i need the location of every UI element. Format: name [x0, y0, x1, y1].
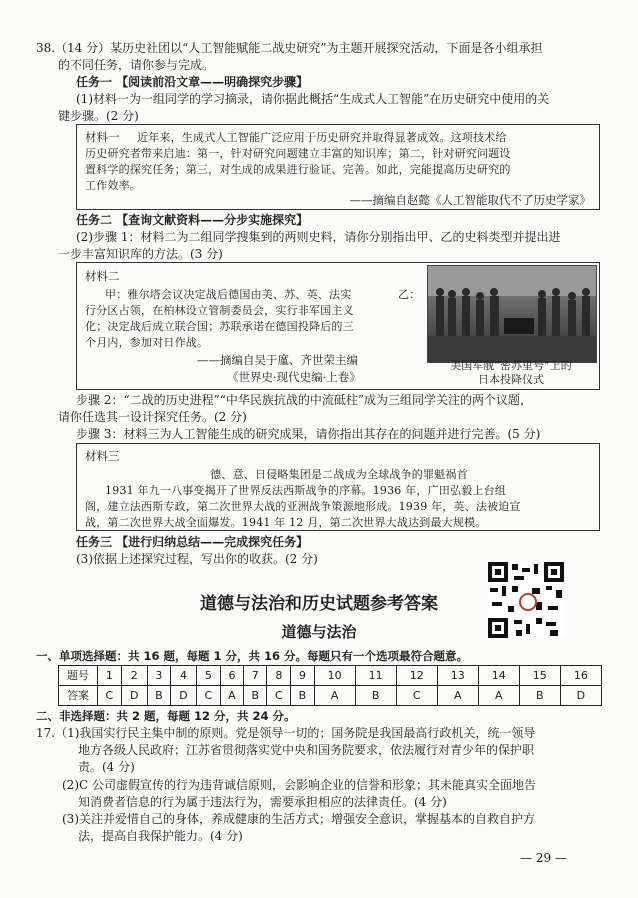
answer-table-number-row — [59, 666, 602, 686]
material2-line4: 个月内，参加对日作战。 — [85, 336, 209, 349]
page-number: — 29 — — [520, 851, 567, 865]
material1-line1: 近年来，生成式人工智能广泛应用于历史研究并取得显著成效。这项技术给 — [137, 131, 507, 144]
task1-question-cont: 键步骤。(2 分) — [58, 109, 139, 123]
material2-label: 材料二 — [85, 269, 120, 283]
task2-title: 任务二 【查询文献资料——分步实施探究】 — [76, 213, 309, 227]
answer17-1-line1: 17.（1)我国实行民主集中制的原则。党是领导一切的；国务院是我国最高行政机关，统一领导 — [36, 726, 536, 740]
question-number-cell: 9 — [291, 666, 314, 686]
question-number-cell: 10 — [314, 666, 355, 686]
question-number-cell: 16 — [560, 666, 601, 686]
question-number-cell: 11 — [355, 666, 396, 686]
question-number-cell: 3 — [147, 666, 170, 686]
q38-head-cont: 的不同任务，请你参与完成。 — [58, 58, 215, 72]
material3-label: 材料三 — [85, 449, 120, 463]
answer-key-cell: B — [355, 686, 396, 706]
task1-question: (1)材料一为一组同学的学习摘录，请你据此概括“生成式人工智能”在历史研究中使用的关 — [76, 92, 550, 106]
task3-question: (3)依据上述探究过程，写出你的收获。(2 分) — [76, 552, 318, 566]
question-number-cell: 8 — [267, 666, 291, 686]
question-number-cell: 7 — [244, 666, 267, 686]
answer17-1-line3: 责。(4 分) — [78, 760, 135, 774]
answer17-3-line2: 法，提高自我保护能力。(4 分) — [78, 829, 243, 843]
answer-key-cell: A — [314, 686, 355, 706]
section1-title: 一、单项选择题：共 16 题，每题 1 分，共 16 分。每题只有一个选项最符合题意。 — [36, 649, 469, 663]
material3-line2: 阁，建立法西斯专政，第二次世界大战的亚洲战争策源地形成。1939 年，英、法被迫宣 — [85, 500, 521, 513]
material3-line3: 战，第二次世界大战全面爆发。1941 年 12 月，第二次世界大战达到最大规模。 — [85, 516, 487, 529]
answers-subtitle: 道德与法治 — [281, 623, 357, 641]
material2-source2: 《世界史·现代史编·上卷》 — [227, 370, 361, 384]
material2-line3: 化；决定战后成立联合国；苏联承诺在德国投降后的三 — [85, 320, 354, 333]
question-number-cell: 12 — [396, 666, 437, 686]
step3-text: 步骤 3：材料三为人工智能生成的研究成果，请你指出其存在的问题并进行完善。(5 分) — [76, 427, 541, 441]
row-header-answer: 答案 — [59, 686, 98, 706]
material3-title: 德、意、日侵略集团是二战成为全球战争的罪魁祸首 — [210, 468, 468, 481]
answers-main-title: 道德与法治和历史试题参考答案 — [200, 594, 438, 614]
material3-line1: 1931 年九一八事变揭开了世界反法西斯战争的序幕。1936 年，广田弘毅上台组 — [105, 484, 506, 497]
material1-line4: 工作效率。 — [85, 179, 141, 192]
question-number-cell: 6 — [220, 666, 243, 686]
answer17-2-line1: (2)C 公司虚假宣传的行为违背诚信原则，会影响企业的信誉和形象；其未能真实全面地告 — [62, 778, 536, 792]
surrender-ceremony-photo — [427, 265, 597, 363]
task3-title: 任务三 【进行归纳总结——完成探究任务】 — [76, 535, 309, 549]
task2-question-cont: 一步丰富知识库的方法。(3 分) — [58, 247, 223, 261]
answer17-2-line2: 知消费者信息的行为属于违法行为，需要承担相应的法律责任。(4 分) — [78, 795, 447, 809]
answer-key-cell: D — [560, 686, 601, 706]
task2-question: (2)步骤 1：材料二为二组同学搜集到的两则史料，请你分别指出甲、乙的史料类型并提出进 — [76, 230, 561, 244]
answer-key-cell: D — [171, 686, 197, 706]
question-number-cell: 1 — [98, 666, 122, 686]
row-header-number: 题号 — [59, 666, 98, 686]
q38-head: 38.（14 分）某历史社团以“人工智能赋能二战史研究”为主题开展探究活动，下面是各小组承担 — [36, 41, 543, 55]
answer-key-cell: A — [478, 686, 519, 706]
material1-label: 材料一 — [85, 130, 120, 144]
question-number-cell: 5 — [197, 666, 221, 686]
task1-title: 任务一 【阅读前沿文章——明确探究步骤】 — [76, 75, 309, 89]
answer17-3-line1: (3)关注并爱惜自己的身体，养成健康的生活方式；增强安全意识，掌握基本的自救自护方 — [62, 812, 536, 826]
answer-key-cell: C — [396, 686, 437, 706]
photo-caption-line2: 日本投降仪式 — [478, 373, 544, 386]
photo-caption-line1: 美国军舰“密苏里号”上的 — [450, 359, 572, 372]
section2-title: 二、非选择题：共 2 题，每题 12 分，共 24 分。 — [36, 709, 296, 723]
material2-line1: 甲：雅尔塔会议决定战后德国由美、苏、英、法实 — [105, 288, 352, 301]
question-number-cell: 2 — [121, 666, 147, 686]
answer-table — [58, 665, 602, 706]
answer-key-cell: C — [197, 686, 221, 706]
question-number-cell: 13 — [437, 666, 478, 686]
material1-source: ——摘编自赵懿《人工智能取代不了历史学家》 — [349, 193, 591, 207]
step2-text: 步骤 2：“二战的历史进程”“中华民族抗战的中流砥柱”成为三组同学关注的两个议题， — [76, 393, 532, 407]
step2-text-cont: 请你任选其一设计探究任务。(2 分) — [58, 410, 247, 424]
answer-key-cell: B — [147, 686, 170, 706]
question-number-cell: 4 — [171, 666, 197, 686]
material3-box — [76, 443, 600, 531]
answer-key-cell: A — [437, 686, 478, 706]
material2-source1: ——摘编自吴于廑、齐世荣主编 — [197, 353, 358, 367]
material2-box — [76, 262, 600, 390]
answer-key-cell: B — [244, 686, 267, 706]
material1-line3: 置科学的探究任务；第三，对生成的成果进行验证、完善。如此，完能提高历史研究的 — [85, 163, 511, 176]
material2-yi-label: 乙： — [398, 288, 421, 301]
question-number-cell: 14 — [478, 666, 519, 686]
answer-key-cell: B — [519, 686, 560, 706]
answer-key-cell: B — [291, 686, 314, 706]
answer-key-cell: D — [121, 686, 147, 706]
photo-caption — [423, 359, 599, 387]
material2-line2: 行分区占领，在柏林设立管制委员会，实行非军国主义 — [85, 304, 354, 317]
answer17-1-line2: 地方各级人民政府；江苏省贯彻落实党中央和国务院要求，依法履行对青少年的保护职 — [78, 743, 535, 757]
material1-line2: 历史研究者带来启迪：第一，针对研究问题建立丰富的知识库；第二，针对研究问题设 — [85, 147, 511, 160]
answer-table-key-row — [59, 686, 602, 706]
answer-key-cell: A — [220, 686, 243, 706]
material1-box — [76, 124, 600, 210]
answer-key-cell: C — [98, 686, 122, 706]
question-number-cell: 15 — [519, 666, 560, 686]
answer-key-cell: C — [267, 686, 291, 706]
